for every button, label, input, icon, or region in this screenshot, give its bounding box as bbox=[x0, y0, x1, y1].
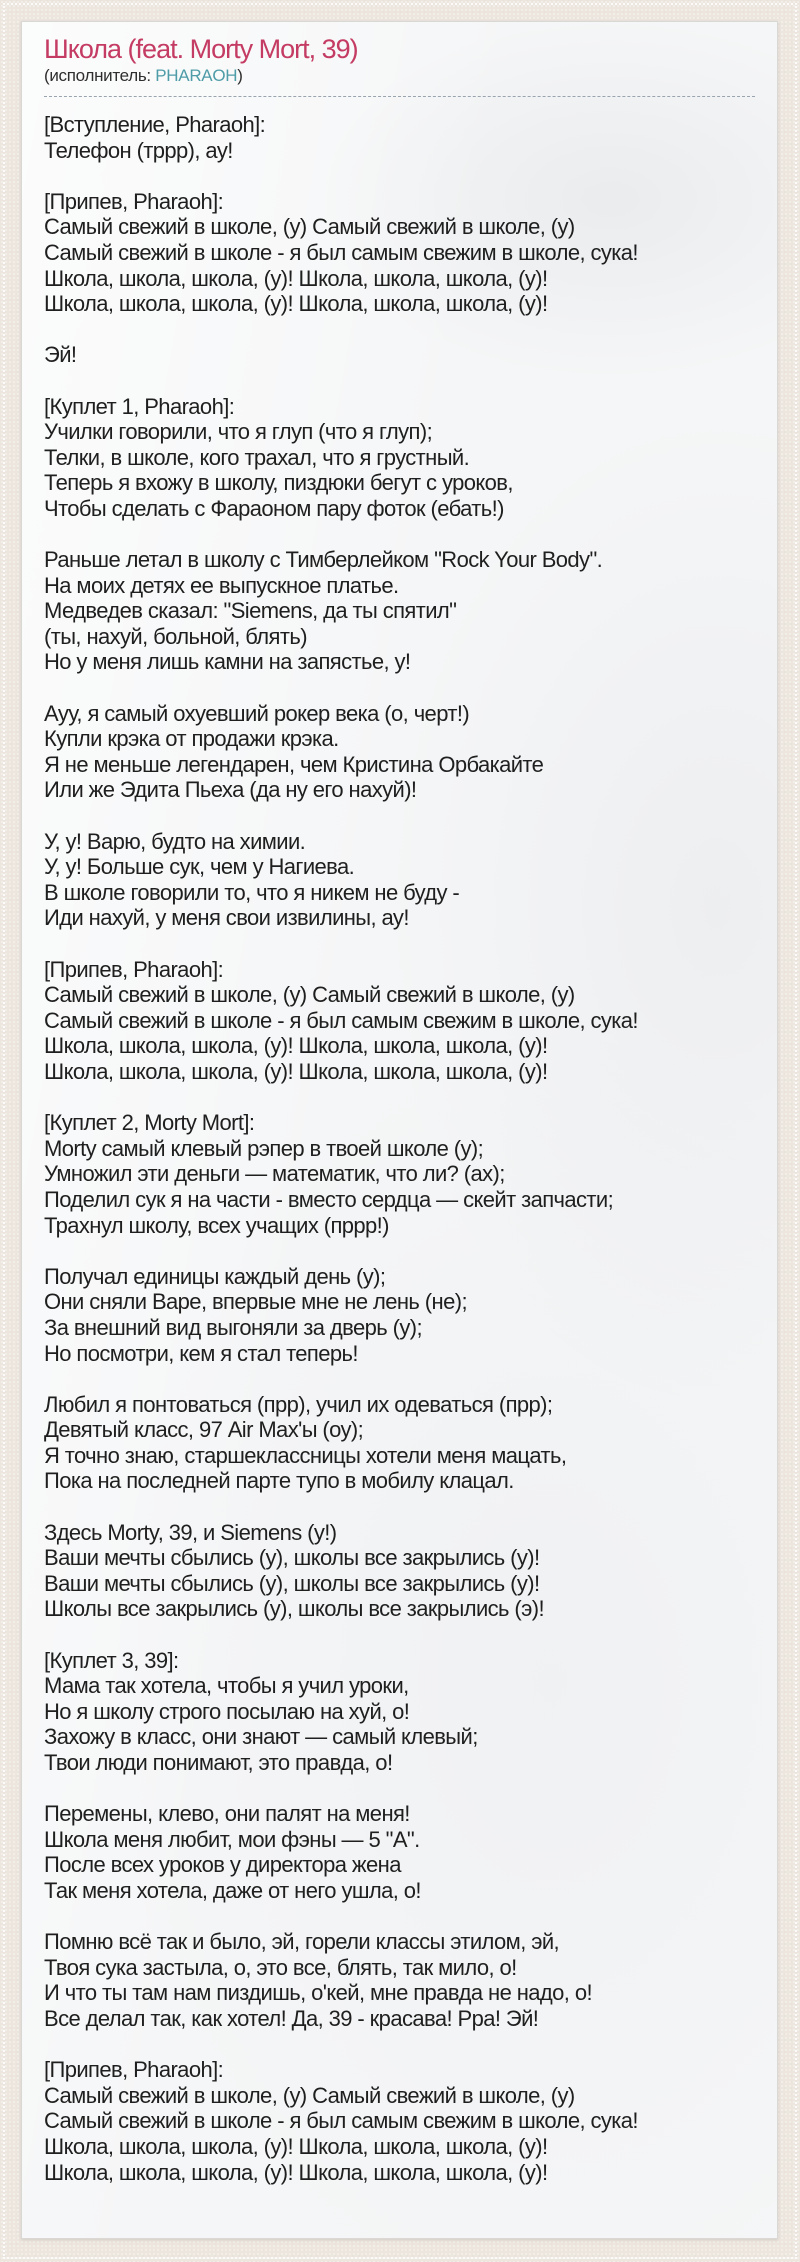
lyric-line: Morty самый клевый рэпер в твоей школе (у); bbox=[44, 1135, 484, 1161]
lyric-line: Самый свежий в школе, (у) Самый свежий в школе, (у) bbox=[44, 2082, 575, 2108]
lyrics-text bbox=[44, 112, 755, 2185]
lyric-line: Но посмотри, кем я стал теперь! bbox=[44, 1340, 358, 1366]
lyric-line: Самый свежий в школе - я был самым свежим в школе, сука! bbox=[44, 2108, 638, 2134]
stanza bbox=[44, 1929, 755, 2031]
lyric-line: Перемены, клево, они палят на меня! bbox=[44, 1801, 410, 1827]
lyric-line: Телки, в школе, кого трахал, что я грустный. bbox=[44, 444, 470, 470]
lyric-line: У, у! Больше сук, чем у Нагиева. bbox=[44, 854, 355, 880]
lyric-line: Умножил эти деньги — математик, что ли? (ах); bbox=[44, 1161, 505, 1187]
artist-line bbox=[44, 65, 755, 87]
lyric-line: Поделил сук я на части - вместо сердца — скейт запчасти; bbox=[44, 1186, 614, 1212]
lyric-line: Школа, школа, школа, (у)! Школа, школа, школа, (у)! bbox=[44, 2133, 548, 2159]
stanza bbox=[44, 1648, 755, 1776]
lyric-line: [Куплет 1, Pharaoh]: bbox=[44, 393, 235, 419]
lyric-line: На моих детях ее выпускное платье. bbox=[44, 572, 399, 598]
artist-label-prefix: (исполнитель: bbox=[44, 66, 156, 85]
lyric-line: [Вступление, Pharaoh]: bbox=[44, 112, 266, 137]
lyric-line: Школа, школа, школа, (у)! Школа, школа, школа, (у)! bbox=[44, 2159, 548, 2185]
lyric-line: [Припев, Pharaoh]: bbox=[44, 956, 224, 982]
lyric-line: Захожу в класс, они знают — самый клевый; bbox=[44, 1724, 478, 1750]
lyric-line: Ваши мечты сбылись (у), школы все закрылись (у)! bbox=[44, 1545, 540, 1571]
lyric-line: Ауу, я самый охуевший рокер века (о, черт!) bbox=[44, 700, 470, 726]
stanza bbox=[44, 189, 755, 317]
lyric-line: Или же Эдита Пьеха (да ну его нахуй)! bbox=[44, 777, 417, 803]
lyric-line: Чтобы сделать с Фараоном пару фоток (ебать!) bbox=[44, 495, 504, 521]
stanza bbox=[44, 2057, 755, 2185]
lyric-line: У, у! Варю, будто на химии. bbox=[44, 828, 306, 854]
stanza bbox=[44, 342, 755, 368]
lyric-line: Раньше летал в школу с Тимберлейком "Rock Your Body". bbox=[44, 547, 603, 573]
lyric-line: Медведев сказал: "Siemens, да ты спятил" bbox=[44, 598, 457, 624]
lyric-line: Все делал так, как хотел! Да, 39 - красава! Рра! Эй! bbox=[44, 2005, 539, 2031]
lyric-line: [Припев, Pharaoh]: bbox=[44, 188, 224, 214]
lyric-line: Школы все закрылись (у), школы все закрылись (э)! bbox=[44, 1596, 545, 1622]
lyric-line: Училки говорили, что я глуп (что я глуп); bbox=[44, 419, 433, 445]
stanza bbox=[44, 1110, 755, 1238]
lyric-line: Самый свежий в школе, (у) Самый свежий в школе, (у) bbox=[44, 982, 575, 1008]
artist-link[interactable]: PHARAOH bbox=[155, 66, 238, 85]
stanza bbox=[44, 1264, 755, 1366]
lyric-line: Теперь я вхожу в школу, пиздюки бегут с уроков, bbox=[44, 470, 513, 496]
lyric-line: Иди нахуй, у меня свои извилины, ау! bbox=[44, 905, 409, 931]
lyric-line: За внешний вид выгоняли за дверь (у); bbox=[44, 1314, 423, 1340]
lyric-line: Мама так хотела, чтобы я учил уроки, bbox=[44, 1673, 409, 1699]
lyric-line: После всех уроков у директора жена bbox=[44, 1852, 401, 1878]
lyric-line: Я не меньше легендарен, чем Кристина Орбакайте bbox=[44, 751, 544, 777]
song-header bbox=[44, 34, 755, 97]
lyric-line: Школа, школа, школа, (у)! Школа, школа, школа, (у)! bbox=[44, 1033, 548, 1059]
lyric-line: [Припев, Pharaoh]: bbox=[44, 2057, 224, 2083]
lyric-line: Здесь Morty, 39, и Siemens (у!) bbox=[44, 1519, 337, 1545]
lyric-line: Получал единицы каждый день (у); bbox=[44, 1263, 386, 1289]
stanza bbox=[44, 112, 755, 163]
lyric-line: [Куплет 3, 39]: bbox=[44, 1647, 179, 1673]
lyric-line: (ты, нахуй, больной, блять) bbox=[44, 623, 307, 649]
lyric-line: Школа, школа, школа, (у)! Школа, школа, школа, (у)! bbox=[44, 291, 548, 317]
song-title: Школа (feat. Morty Mort, 39) bbox=[44, 34, 358, 64]
lyric-line: Твои люди понимают, это правда, о! bbox=[44, 1750, 393, 1775]
artist-label-suffix: ) bbox=[237, 66, 243, 85]
lyric-line: Купли крэка от продажи крэка. bbox=[44, 726, 339, 752]
lyric-line: Самый свежий в школе, (у) Самый свежий в школе, (у) bbox=[44, 214, 575, 240]
lyric-line: Школа, школа, школа, (у)! Школа, школа, школа, (у)! bbox=[44, 265, 548, 291]
lyrics-card bbox=[21, 21, 778, 2239]
stanza bbox=[44, 829, 755, 931]
lyric-line: Самый свежий в школе - я был самым свежим в школе, сука! bbox=[44, 1007, 638, 1033]
stanza bbox=[44, 957, 755, 1085]
lyric-line: Ваши мечты сбылись (у), школы все закрылись (у)! bbox=[44, 1570, 540, 1596]
lyric-line: Твоя сука застыла, о, это все, блять, так мило, о! bbox=[44, 1954, 517, 1980]
stanza bbox=[44, 1801, 755, 1903]
lyric-line: Они сняли Варе, впервые мне не лень (не); bbox=[44, 1289, 467, 1315]
lyric-line: В школе говорили то, что я никем не буду - bbox=[44, 879, 460, 905]
lyric-line: Пока на последней парте тупо в мобилу клацал. bbox=[44, 1468, 514, 1494]
lyric-line: И что ты там нам пиздишь, о'кей, мне правда не надо, о! bbox=[44, 1980, 592, 2006]
lyric-line: Я точно знаю, старшеклассницы хотели меня мацать, bbox=[44, 1442, 567, 1468]
lyric-line: [Куплет 2, Morty Mort]: bbox=[44, 1110, 255, 1136]
lyric-line: Телефон (тррр), ау! bbox=[44, 137, 233, 163]
lyric-line: Помню всё так и было, эй, горели классы этилом, эй, bbox=[44, 1929, 560, 1955]
stanza bbox=[44, 394, 755, 522]
stanza bbox=[44, 1520, 755, 1622]
lyric-line: Школа, школа, школа, (у)! Школа, школа, школа, (у)! bbox=[44, 1058, 548, 1084]
lyric-line: Но у меня лишь камни на запястье, у! bbox=[44, 649, 411, 675]
lyric-line: Девятый класс, 97 Air Max'ы (оу); bbox=[44, 1417, 364, 1443]
stanza bbox=[44, 1392, 755, 1494]
lyric-line: Самый свежий в школе - я был самым свежим в школе, сука! bbox=[44, 239, 638, 265]
lyric-line: Школа меня любит, мои фэны — 5 "А". bbox=[44, 1826, 420, 1852]
lyric-line: Эй! bbox=[44, 342, 77, 368]
stanza bbox=[44, 547, 755, 675]
stanza bbox=[44, 701, 755, 803]
lyric-line: Любил я понтоваться (прр), учил их одеваться (прр); bbox=[44, 1391, 553, 1417]
lyric-line: Так меня хотела, даже от него ушла, о! bbox=[44, 1877, 421, 1903]
lyric-line: Трахнул школу, всех учащих (пррр!) bbox=[44, 1212, 389, 1238]
lyric-line: Но я школу строго посылаю на хуй, о! bbox=[44, 1698, 410, 1724]
